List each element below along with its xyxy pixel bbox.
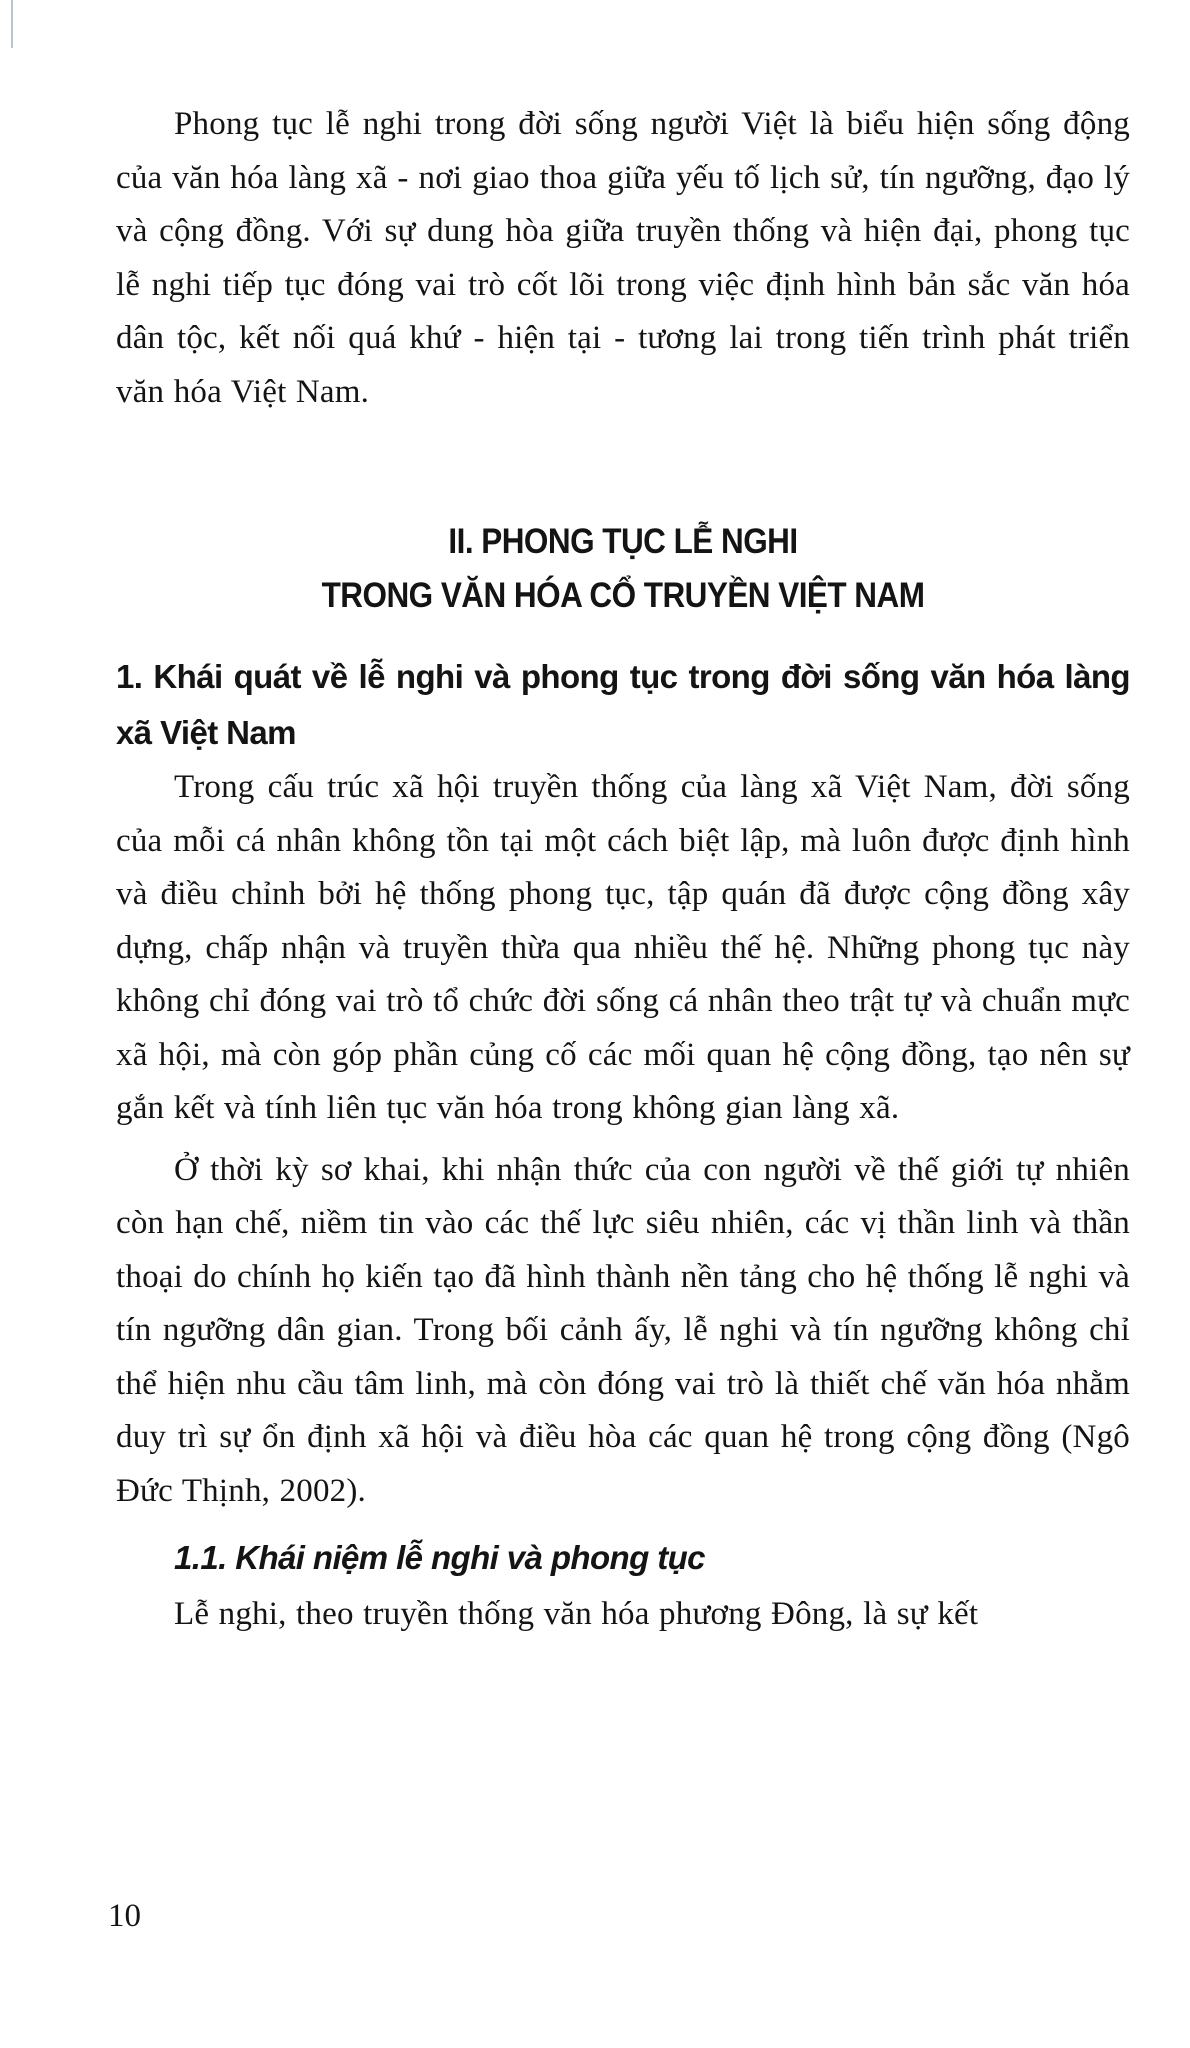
body-paragraph: Trong cấu trúc xã hội truyền thống của làng xã Việt Nam, đời sống của mỗi cá nhân không tồn tại một cách biệt lập, mà luôn được định hình và điều chỉnh bởi hệ thống phong tục, tập quán đã được cộng đồng xây dựng, chấp nhận và truyền thừa qua nhiều thế hệ. Những phong tục này không chỉ đóng vai trò tổ chức đời sống cá nhân theo trật tự và chuẩn mực xã hội, mà còn góp phần củng cố các mối quan hệ cộng đồng, tạo nên sự gắn kết và tính liên tục văn hóa trong không gian làng xã.: [116, 769, 1130, 1126]
section-title: [167, 515, 1080, 623]
scan-edge-mark: [11, 0, 13, 48]
continued-paragraph: Lễ nghi, theo truyền thống văn hóa phương Đông, là sự kết: [174, 1596, 979, 1632]
section-title-line2: TRONG VĂN HÓA CỔ TRUYỀN VIỆT NAM: [321, 576, 925, 615]
subsection-title: 1. Khái quát về lễ nghi và phong tục trong đời sống văn hóa làng xã Việt Nam: [116, 658, 1130, 751]
subsubsection-title: 1.1. Khái niệm lễ nghi và phong tục: [174, 1539, 705, 1576]
paragraph-gap: [116, 1136, 1130, 1144]
page-number: 10: [108, 1898, 141, 1934]
body-paragraph: Ở thời kỳ sơ khai, khi nhận thức của con người về thế giới tự nhiên còn hạn chế, niềm tin vào các thế lực siêu nhiên, các vị thần linh và thần thoại do chính họ kiến tạo đã hình thành nền tảng cho hệ thống lễ nghi và tín ngưỡng dân gian. Trong bối cảnh ấy, lễ nghi và tín ngưỡng không chỉ thể hiện nhu cầu tâm linh, mà còn đóng vai trò là thiết chế văn hóa nhằm duy trì sự ổn định xã hội và điều hòa các quan hệ trong cộng đồng (Ngô Đức Thịnh, 2002).: [116, 1151, 1130, 1509]
intro-paragraph: Phong tục lễ nghi trong đời sống người Việt là biểu hiện sống động của văn hóa làng xã - nơi giao thoa giữa yếu tố lịch sử, tín ngưỡng, đạo lý và cộng đồng. Với sự dung hòa giữa truyền thống và hiện đại, phong tục lễ nghi tiếp tục đóng vai trò cốt lõi trong việc định hình bản sắc văn hóa dân tộc, kết nối quá khứ - hiện tại - tương lai trong tiến trình phát triển văn hóa Việt Nam.: [116, 106, 1130, 410]
book-page: [116, 98, 1130, 1642]
section-title-line1: II. PHONG TỤC LỄ NGHI: [448, 522, 798, 561]
